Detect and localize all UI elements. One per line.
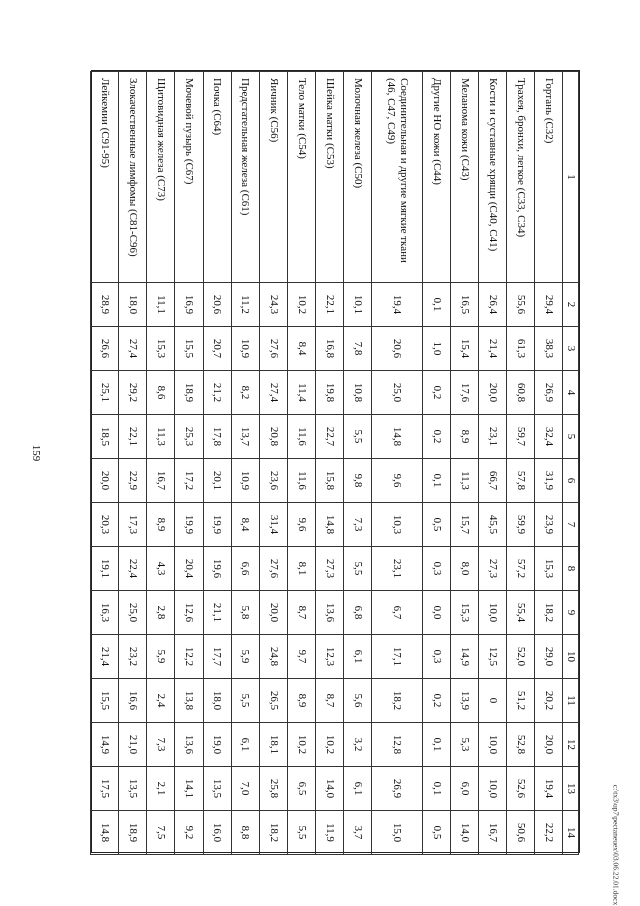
table-cell: 18,1 [259, 723, 287, 767]
table-cell: 16,7 [147, 459, 175, 503]
table-cell: 25,0 [372, 371, 423, 415]
table-cell: 9,7 [287, 635, 315, 679]
table-cell: 51,2 [507, 679, 535, 723]
table-cell: 0,3 [422, 547, 450, 591]
table-cell: 0,5 [422, 503, 450, 547]
table-frame [91, 70, 580, 853]
header-cell-6: 6 [563, 459, 579, 503]
row-label: Гортань (С32) [535, 72, 563, 283]
table-cell: 10,8 [343, 371, 371, 415]
table-cell: 19,0 [203, 723, 231, 767]
row-label: Кости и суставные хрящи (С40, С41) [479, 72, 507, 283]
table-cell: 13,9 [450, 679, 478, 723]
table-cell: 6,1 [231, 723, 259, 767]
table-cell: 10,9 [231, 459, 259, 503]
table-cell: 20,0 [91, 459, 119, 503]
row-label: Тело матки (С54) [287, 72, 315, 283]
table-cell: 7,0 [231, 767, 259, 811]
table-cell: 6,1 [343, 767, 371, 811]
table-cell: 5,3 [450, 723, 478, 767]
header-cell-2: 2 [563, 283, 579, 327]
table-cell: 5,9 [231, 635, 259, 679]
table-row [422, 72, 450, 855]
table-cell: 31,4 [259, 503, 287, 547]
table-cell: 8,7 [315, 679, 343, 723]
table-cell: 13,5 [119, 767, 147, 811]
table-cell: 17,5 [91, 767, 119, 811]
table-cell: 9,6 [287, 503, 315, 547]
table-cell: 25,8 [259, 767, 287, 811]
table-cell: 18,0 [119, 283, 147, 327]
table-cell: 2,1 [147, 767, 175, 811]
table-row [175, 72, 203, 855]
table-cell: 15,7 [450, 503, 478, 547]
header-cell-7: 7 [563, 503, 579, 547]
table-cell: 0,3 [422, 635, 450, 679]
table-cell: 26,4 [479, 283, 507, 327]
table-cell: 8,9 [450, 415, 478, 459]
table-cell: 5,8 [231, 591, 259, 635]
table-cell: 17,7 [203, 635, 231, 679]
table-cell: 22,4 [119, 547, 147, 591]
row-label: Мочевой пузырь (С67) [175, 72, 203, 283]
table-cell: 8,9 [147, 503, 175, 547]
table-cell: 11,9 [315, 811, 343, 855]
table-cell: 13,7 [231, 415, 259, 459]
table-cell: 22,9 [119, 459, 147, 503]
table-cell: 20,0 [479, 371, 507, 415]
table-cell: 10,3 [372, 503, 423, 547]
table-row [259, 72, 287, 855]
table-cell: 7,8 [343, 327, 371, 371]
table-cell: 22,2 [535, 811, 563, 855]
table-cell: 2,4 [147, 679, 175, 723]
table-cell: 14,8 [91, 811, 119, 855]
table-cell: 8,4 [231, 503, 259, 547]
row-label: Молочная железа (С50) [343, 72, 371, 283]
table-cell: 10,2 [287, 723, 315, 767]
table-row [450, 72, 478, 855]
table-cell: 13,5 [203, 767, 231, 811]
table-cell: 31,9 [535, 459, 563, 503]
table-cell: 38,3 [535, 327, 563, 371]
row-label: Другие НО кожи (С44) [422, 72, 450, 283]
table-cell: 12,5 [479, 635, 507, 679]
table-cell: 6,0 [450, 767, 478, 811]
table-header [563, 72, 579, 855]
table-cell: 23,6 [259, 459, 287, 503]
table-cell: 19,1 [91, 547, 119, 591]
header-row [563, 72, 579, 855]
table-cell: 8,4 [287, 327, 315, 371]
table-cell: 18,9 [175, 371, 203, 415]
table-cell: 29,2 [119, 371, 147, 415]
row-label: Предстательная железа (С61) [231, 72, 259, 283]
row-label: Меланома кожи (С43) [450, 72, 478, 283]
table-cell: 22,1 [119, 415, 147, 459]
table-cell: 7,3 [147, 723, 175, 767]
table-cell: 12,3 [315, 635, 343, 679]
table-cell: 7,3 [343, 503, 371, 547]
row-label: Яичник (С56) [259, 72, 287, 283]
table-cell: 3,7 [343, 811, 371, 855]
table-cell: 66,7 [479, 459, 507, 503]
row-label: Злокачественные лимфомы (С81-С96) [119, 72, 147, 283]
table-cell: 18,5 [91, 415, 119, 459]
table-cell: 16,9 [175, 283, 203, 327]
table-cell: 20,4 [175, 547, 203, 591]
table-cell: 19,9 [203, 503, 231, 547]
table-cell: 18,2 [372, 679, 423, 723]
table-cell: 29,0 [535, 635, 563, 679]
table-cell: 21,1 [203, 591, 231, 635]
header-cell-10: 10 [563, 635, 579, 679]
table-cell: 17,2 [175, 459, 203, 503]
table-cell: 14,9 [91, 723, 119, 767]
table-cell: 0,2 [422, 415, 450, 459]
table-cell: 19,8 [315, 371, 343, 415]
table-cell: 20,6 [372, 327, 423, 371]
table-cell: 11,3 [147, 415, 175, 459]
row-label: Соединительная и другие мягкие ткани (46, С47, С49) [372, 72, 423, 283]
table-cell: 55,6 [507, 283, 535, 327]
table-cell: 19,4 [535, 767, 563, 811]
table-cell: 57,2 [507, 547, 535, 591]
table-cell: 15,5 [91, 679, 119, 723]
table-cell: 22,1 [315, 283, 343, 327]
table-cell: 2,8 [147, 591, 175, 635]
table-cell: 0 [479, 679, 507, 723]
table-row [479, 72, 507, 855]
table-cell: 11,1 [147, 283, 175, 327]
table-cell: 5,5 [287, 811, 315, 855]
table-cell: 16,6 [119, 679, 147, 723]
table-cell: 60,8 [507, 371, 535, 415]
table-cell: 59,9 [507, 503, 535, 547]
table-cell: 0,0 [422, 591, 450, 635]
table-cell: 12,2 [175, 635, 203, 679]
table-cell: 8,2 [231, 371, 259, 415]
table-cell: 52,8 [507, 723, 535, 767]
table-cell: 16,7 [479, 811, 507, 855]
table-cell: 5,6 [343, 679, 371, 723]
table-cell: 57,8 [507, 459, 535, 503]
table-cell: 55,4 [507, 591, 535, 635]
table-cell: 20,2 [535, 679, 563, 723]
rotated-table-container [90, 71, 579, 854]
table-cell: 25,1 [91, 371, 119, 415]
table-cell: 18,0 [203, 679, 231, 723]
table-cell: 0,2 [422, 679, 450, 723]
table-cell: 9,2 [175, 811, 203, 855]
row-label: Трахея, бронхи, легкое (С33, С34) [507, 72, 535, 283]
table-cell: 10,2 [287, 283, 315, 327]
table-cell: 19,4 [372, 283, 423, 327]
header-cell-8: 8 [563, 547, 579, 591]
header-cell-11: 11 [563, 679, 579, 723]
header-cell-site: 1 [563, 72, 579, 283]
table-cell: 14,8 [372, 415, 423, 459]
table-body [91, 72, 563, 855]
table-cell: 26,9 [535, 371, 563, 415]
incidence-table [90, 71, 579, 855]
table-cell: 10,1 [343, 283, 371, 327]
table-cell: 8,1 [287, 547, 315, 591]
table-cell: 0,1 [422, 723, 450, 767]
table-cell: 8,6 [147, 371, 175, 415]
table-cell: 12,6 [175, 591, 203, 635]
table-cell: 11,6 [287, 459, 315, 503]
table-cell: 16,3 [91, 591, 119, 635]
table-cell: 27,4 [259, 371, 287, 415]
table-cell: 20,7 [203, 327, 231, 371]
table-cell: 23,1 [372, 547, 423, 591]
table-cell: 23,1 [479, 415, 507, 459]
table-cell: 10,0 [479, 591, 507, 635]
table-cell: 6,6 [231, 547, 259, 591]
table-cell: 1,0 [422, 327, 450, 371]
table-cell: 45,5 [479, 503, 507, 547]
table-cell: 14,1 [175, 767, 203, 811]
table-row [203, 72, 231, 855]
table-cell: 14,0 [450, 811, 478, 855]
table-cell: 13,8 [175, 679, 203, 723]
table-cell: 18,9 [119, 811, 147, 855]
table-cell: 18,2 [259, 811, 287, 855]
table-cell: 23,9 [535, 503, 563, 547]
table-cell: 16,0 [203, 811, 231, 855]
table-cell: 15,0 [372, 811, 423, 855]
header-cell-13: 13 [563, 767, 579, 811]
table-cell: 16,8 [315, 327, 343, 371]
row-label: Почка (С64) [203, 72, 231, 283]
table-cell: 5,5 [343, 547, 371, 591]
table-cell: 59,7 [507, 415, 535, 459]
table-cell: 8,8 [231, 811, 259, 855]
table-cell: 17,3 [119, 503, 147, 547]
table-row [147, 72, 175, 855]
table-cell: 25,0 [119, 591, 147, 635]
table-cell: 10,2 [315, 723, 343, 767]
table-cell: 11,2 [231, 283, 259, 327]
header-cell-4: 4 [563, 371, 579, 415]
table-cell: 20,1 [203, 459, 231, 503]
table-cell: 26,9 [372, 767, 423, 811]
table-row [315, 72, 343, 855]
table-cell: 17,1 [372, 635, 423, 679]
table-cell: 8,7 [287, 591, 315, 635]
table-cell: 20,6 [203, 283, 231, 327]
table-cell: 27,6 [259, 327, 287, 371]
table-cell: 13,6 [315, 591, 343, 635]
table-cell: 29,4 [535, 283, 563, 327]
table-cell: 15,3 [147, 327, 175, 371]
table-cell: 17,8 [203, 415, 231, 459]
table-cell: 21,0 [119, 723, 147, 767]
table-cell: 24,8 [259, 635, 287, 679]
page-number: 159 [30, 444, 42, 462]
table-cell: 21,4 [479, 327, 507, 371]
table-cell: 10,9 [231, 327, 259, 371]
table-cell: 20,3 [91, 503, 119, 547]
table-cell: 6,8 [343, 591, 371, 635]
table-cell: 3,2 [343, 723, 371, 767]
table-row [535, 72, 563, 855]
table-cell: 7,5 [147, 811, 175, 855]
table-cell: 0,1 [422, 459, 450, 503]
table-cell: 0,1 [422, 283, 450, 327]
table-row [119, 72, 147, 855]
table-cell: 15,3 [535, 547, 563, 591]
table-cell: 24,3 [259, 283, 287, 327]
table-row [343, 72, 371, 855]
table-cell: 8,9 [287, 679, 315, 723]
table-cell: 23,2 [119, 635, 147, 679]
table-cell: 5,5 [231, 679, 259, 723]
table-cell: 28,9 [91, 283, 119, 327]
table-cell: 19,6 [203, 547, 231, 591]
table-cell: 0,1 [422, 767, 450, 811]
table-cell: 26,6 [91, 327, 119, 371]
table-cell: 20,8 [259, 415, 287, 459]
table-cell: 61,3 [507, 327, 535, 371]
table-cell: 27,3 [479, 547, 507, 591]
table-cell: 18,2 [535, 591, 563, 635]
table-cell: 50,6 [507, 811, 535, 855]
header-cell-12: 12 [563, 723, 579, 767]
table-cell: 16,5 [450, 283, 478, 327]
table-cell: 20,0 [259, 591, 287, 635]
table-cell: 0,2 [422, 371, 450, 415]
table-cell: 9,6 [372, 459, 423, 503]
table-cell: 27,3 [315, 547, 343, 591]
row-label: Шейка матки (С53) [315, 72, 343, 283]
table-cell: 20,0 [535, 723, 563, 767]
table-cell: 11,3 [450, 459, 478, 503]
table-cell: 15,8 [315, 459, 343, 503]
row-label: Щитовидная железа (С73) [147, 72, 175, 283]
table-cell: 15,4 [450, 327, 478, 371]
header-cell-14: 14 [563, 811, 579, 855]
table-row [507, 72, 535, 855]
table-cell: 19,9 [175, 503, 203, 547]
table-row [287, 72, 315, 855]
header-cell-5: 5 [563, 415, 579, 459]
table-cell: 27,6 [259, 547, 287, 591]
table-cell: 13,6 [175, 723, 203, 767]
table-cell: 11,4 [287, 371, 315, 415]
table-cell: 21,4 [91, 635, 119, 679]
table-cell: 25,3 [175, 415, 203, 459]
table-row [91, 72, 119, 855]
table-row [231, 72, 259, 855]
table-cell: 14,0 [315, 767, 343, 811]
table-cell: 22,7 [315, 415, 343, 459]
table-cell: 9,8 [343, 459, 371, 503]
table-cell: 10,0 [479, 767, 507, 811]
header-cell-3: 3 [563, 327, 579, 371]
table-cell: 6,5 [287, 767, 315, 811]
table-cell: 21,2 [203, 371, 231, 415]
table-cell: 14,9 [450, 635, 478, 679]
table-cell: 15,5 [175, 327, 203, 371]
table-cell: 0,5 [422, 811, 450, 855]
table-cell: 5,9 [147, 635, 175, 679]
table-cell: 6,1 [343, 635, 371, 679]
table-cell: 10,0 [479, 723, 507, 767]
table-cell: 5,5 [343, 415, 371, 459]
table-cell: 27,4 [119, 327, 147, 371]
table-cell: 8,0 [450, 547, 478, 591]
table-cell: 32,4 [535, 415, 563, 459]
row-label: Лейкемии (С91-95) [91, 72, 119, 283]
header-cell-9: 9 [563, 591, 579, 635]
table-cell: 52,0 [507, 635, 535, 679]
table-cell: 17,6 [450, 371, 478, 415]
table-cell: 11,6 [287, 415, 315, 459]
footer-file-path: c:\tx3\up7\pectaneuex\03.06.22.01.docx [611, 784, 621, 906]
table-cell: 14,8 [315, 503, 343, 547]
table-cell: 4,3 [147, 547, 175, 591]
table-cell: 12,8 [372, 723, 423, 767]
table-cell: 15,3 [450, 591, 478, 635]
table-cell: 6,7 [372, 591, 423, 635]
table-cell: 52,6 [507, 767, 535, 811]
table-cell: 26,5 [259, 679, 287, 723]
table-row [372, 72, 423, 855]
